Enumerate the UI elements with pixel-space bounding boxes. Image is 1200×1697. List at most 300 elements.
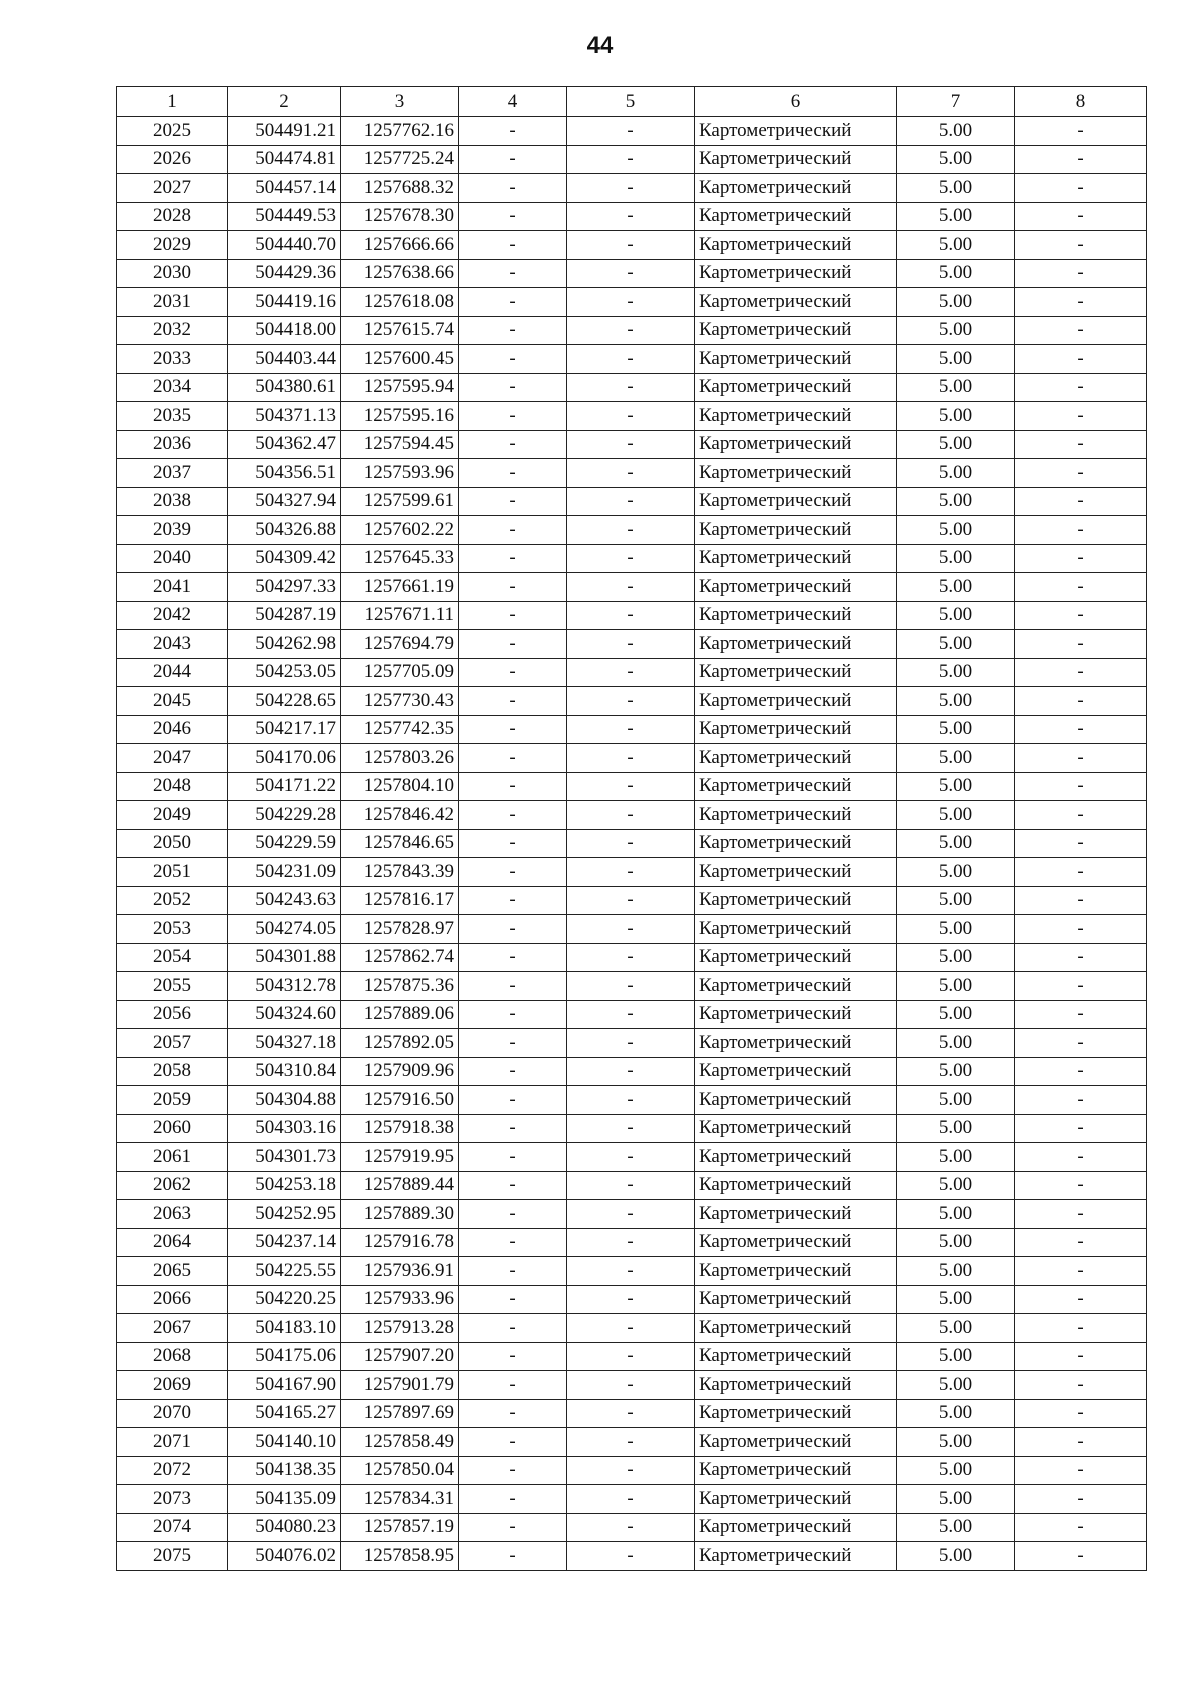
table-cell-col-4: - — [459, 1029, 567, 1058]
table-cell-col-3: 1257916.78 — [341, 1228, 459, 1257]
table-cell-col-1: 2059 — [117, 1086, 228, 1115]
table-cell-col-6: Картометрический — [695, 544, 897, 573]
table-cell-col-7: 5.00 — [897, 886, 1015, 915]
table-cell-col-1: 2066 — [117, 1285, 228, 1314]
table-cell-col-4: - — [459, 259, 567, 288]
table-cell-col-3: 1257688.32 — [341, 174, 459, 203]
table-cell-col-6: Картометрический — [695, 972, 897, 1001]
table-cell-col-4: - — [459, 1428, 567, 1457]
header-row — [117, 87, 1147, 117]
table-cell-col-2: 504419.16 — [228, 288, 341, 317]
table-cell-col-1: 2056 — [117, 1000, 228, 1029]
table-row — [117, 1485, 1147, 1514]
table-cell-col-1: 2068 — [117, 1342, 228, 1371]
table-row — [117, 943, 1147, 972]
table-cell-col-2: 504403.44 — [228, 345, 341, 374]
table-cell-col-1: 2040 — [117, 544, 228, 573]
table-cell-col-2: 504287.19 — [228, 601, 341, 630]
table-cell-col-5: - — [567, 972, 695, 1001]
table-cell-col-4: - — [459, 145, 567, 174]
table-cell-col-5: - — [567, 943, 695, 972]
table-cell-col-1: 2055 — [117, 972, 228, 1001]
table-cell-col-8: - — [1015, 972, 1147, 1001]
table-cell-col-2: 504170.06 — [228, 744, 341, 773]
table-cell-col-1: 2070 — [117, 1399, 228, 1428]
table-cell-col-1: 2050 — [117, 829, 228, 858]
table-cell-col-2: 504229.28 — [228, 801, 341, 830]
table-cell-col-7: 5.00 — [897, 202, 1015, 231]
table-cell-col-4: - — [459, 630, 567, 659]
table-cell-col-1: 2053 — [117, 915, 228, 944]
table-cell-col-4: - — [459, 972, 567, 1001]
table-row — [117, 1285, 1147, 1314]
table-cell-col-6: Картометрический — [695, 744, 897, 773]
table-cell-col-2: 504491.21 — [228, 117, 341, 146]
table-cell-col-1: 2046 — [117, 715, 228, 744]
table-cell-col-8: - — [1015, 117, 1147, 146]
table-cell-col-8: - — [1015, 886, 1147, 915]
table-cell-col-8: - — [1015, 516, 1147, 545]
table-cell-col-2: 504312.78 — [228, 972, 341, 1001]
table-cell-col-2: 504362.47 — [228, 430, 341, 459]
table-row — [117, 1029, 1147, 1058]
table-cell-col-6: Картометрический — [695, 516, 897, 545]
table-cell-col-7: 5.00 — [897, 829, 1015, 858]
table-cell-col-2: 504231.09 — [228, 858, 341, 887]
table-cell-col-2: 504217.17 — [228, 715, 341, 744]
table-cell-col-1: 2052 — [117, 886, 228, 915]
table-cell-col-3: 1257599.61 — [341, 487, 459, 516]
table-row — [117, 801, 1147, 830]
table-cell-col-8: - — [1015, 1456, 1147, 1485]
table-cell-col-7: 5.00 — [897, 1428, 1015, 1457]
table-cell-col-8: - — [1015, 259, 1147, 288]
table-cell-col-1: 2034 — [117, 373, 228, 402]
table-cell-col-2: 504229.59 — [228, 829, 341, 858]
table-cell-col-3: 1257816.17 — [341, 886, 459, 915]
table-cell-col-3: 1257858.49 — [341, 1428, 459, 1457]
table-cell-col-4: - — [459, 1057, 567, 1086]
table-cell-col-5: - — [567, 487, 695, 516]
table-cell-col-3: 1257730.43 — [341, 687, 459, 716]
table-cell-col-8: - — [1015, 943, 1147, 972]
table-cell-col-7: 5.00 — [897, 1228, 1015, 1257]
table-cell-col-6: Картометрический — [695, 288, 897, 317]
table-cell-col-5: - — [567, 174, 695, 203]
table-cell-col-8: - — [1015, 402, 1147, 431]
table-cell-col-4: - — [459, 1000, 567, 1029]
table-cell-col-5: - — [567, 858, 695, 887]
table-cell-col-4: - — [459, 1200, 567, 1229]
table-cell-col-5: - — [567, 516, 695, 545]
table-cell-col-6: Картометрический — [695, 1542, 897, 1571]
table-cell-col-3: 1257666.66 — [341, 231, 459, 260]
table-cell-col-7: 5.00 — [897, 687, 1015, 716]
table-cell-col-2: 504324.60 — [228, 1000, 341, 1029]
table-cell-col-8: - — [1015, 487, 1147, 516]
table-cell-col-6: Картометрический — [695, 715, 897, 744]
table-row — [117, 1542, 1147, 1571]
table-cell-col-2: 504138.35 — [228, 1456, 341, 1485]
table-row — [117, 1513, 1147, 1542]
table-cell-col-3: 1257919.95 — [341, 1143, 459, 1172]
table-cell-col-4: - — [459, 601, 567, 630]
table-cell-col-5: - — [567, 1542, 695, 1571]
table-cell-col-2: 504440.70 — [228, 231, 341, 260]
table-row — [117, 373, 1147, 402]
table-cell-col-4: - — [459, 1114, 567, 1143]
table-cell-col-2: 504220.25 — [228, 1285, 341, 1314]
table-cell-col-3: 1257638.66 — [341, 259, 459, 288]
table-cell-col-7: 5.00 — [897, 943, 1015, 972]
table-cell-col-7: 5.00 — [897, 1371, 1015, 1400]
table-cell-col-7: 5.00 — [897, 1456, 1015, 1485]
table-cell-col-5: - — [567, 1285, 695, 1314]
table-cell-col-7: 5.00 — [897, 801, 1015, 830]
table-row — [117, 145, 1147, 174]
table-cell-col-1: 2043 — [117, 630, 228, 659]
table-cell-col-5: - — [567, 1428, 695, 1457]
table-cell-col-5: - — [567, 373, 695, 402]
table-cell-col-5: - — [567, 1143, 695, 1172]
table-row — [117, 516, 1147, 545]
table-cell-col-1: 2042 — [117, 601, 228, 630]
table-cell-col-8: - — [1015, 1285, 1147, 1314]
table-cell-col-4: - — [459, 658, 567, 687]
table-cell-col-7: 5.00 — [897, 1399, 1015, 1428]
table-cell-col-4: - — [459, 915, 567, 944]
table-cell-col-1: 2058 — [117, 1057, 228, 1086]
table-cell-col-1: 2067 — [117, 1314, 228, 1343]
table-cell-col-7: 5.00 — [897, 573, 1015, 602]
table-cell-col-2: 504167.90 — [228, 1371, 341, 1400]
table-row — [117, 915, 1147, 944]
table-cell-col-4: - — [459, 1371, 567, 1400]
table-cell-col-5: - — [567, 345, 695, 374]
table-cell-col-2: 504183.10 — [228, 1314, 341, 1343]
table-cell-col-3: 1257593.96 — [341, 459, 459, 488]
table-cell-col-3: 1257671.11 — [341, 601, 459, 630]
table-cell-col-1: 2049 — [117, 801, 228, 830]
table-cell-col-3: 1257678.30 — [341, 202, 459, 231]
table-cell-col-3: 1257762.16 — [341, 117, 459, 146]
page-number: 44 — [586, 32, 614, 59]
table-cell-col-8: - — [1015, 1542, 1147, 1571]
table-cell-col-3: 1257828.97 — [341, 915, 459, 944]
table-cell-col-2: 504135.09 — [228, 1485, 341, 1514]
table-row — [117, 972, 1147, 1001]
column-header-7: 7 — [897, 87, 1015, 117]
table-cell-col-1: 2035 — [117, 402, 228, 431]
table-cell-col-8: - — [1015, 231, 1147, 260]
table-cell-col-2: 504252.95 — [228, 1200, 341, 1229]
table-cell-col-7: 5.00 — [897, 117, 1015, 146]
table-cell-col-3: 1257897.69 — [341, 1399, 459, 1428]
table-cell-col-7: 5.00 — [897, 259, 1015, 288]
table-cell-col-6: Картометрический — [695, 430, 897, 459]
table-cell-col-2: 504076.02 — [228, 1542, 341, 1571]
table-cell-col-8: - — [1015, 772, 1147, 801]
table-row — [117, 1143, 1147, 1172]
table-cell-col-7: 5.00 — [897, 1171, 1015, 1200]
table-cell-col-6: Картометрический — [695, 1342, 897, 1371]
table-cell-col-4: - — [459, 202, 567, 231]
table-cell-col-5: - — [567, 744, 695, 773]
table-cell-col-6: Картометрический — [695, 601, 897, 630]
table-cell-col-5: - — [567, 886, 695, 915]
table-cell-col-3: 1257846.65 — [341, 829, 459, 858]
table-cell-col-1: 2061 — [117, 1143, 228, 1172]
table-cell-col-4: - — [459, 1513, 567, 1542]
table-cell-col-4: - — [459, 402, 567, 431]
table-cell-col-1: 2031 — [117, 288, 228, 317]
table-cell-col-8: - — [1015, 1314, 1147, 1343]
table-row — [117, 744, 1147, 773]
table-cell-col-5: - — [567, 1371, 695, 1400]
table-cell-col-6: Картометрический — [695, 1057, 897, 1086]
table-cell-col-3: 1257933.96 — [341, 1285, 459, 1314]
table-cell-col-3: 1257804.10 — [341, 772, 459, 801]
table-cell-col-3: 1257705.09 — [341, 658, 459, 687]
table-cell-col-2: 504309.42 — [228, 544, 341, 573]
table-cell-col-7: 5.00 — [897, 1485, 1015, 1514]
table-cell-col-7: 5.00 — [897, 1314, 1015, 1343]
table-cell-col-6: Картометрический — [695, 858, 897, 887]
table-cell-col-6: Картометрический — [695, 1000, 897, 1029]
table-cell-col-3: 1257918.38 — [341, 1114, 459, 1143]
table-cell-col-6: Картометрический — [695, 1143, 897, 1172]
table-cell-col-6: Картометрический — [695, 1171, 897, 1200]
table-cell-col-4: - — [459, 288, 567, 317]
table-cell-col-6: Картометрический — [695, 231, 897, 260]
table-cell-col-1: 2029 — [117, 231, 228, 260]
table-row — [117, 1114, 1147, 1143]
table-cell-col-3: 1257901.79 — [341, 1371, 459, 1400]
table-cell-col-2: 504418.00 — [228, 316, 341, 345]
table-cell-col-5: - — [567, 544, 695, 573]
table-cell-col-5: - — [567, 459, 695, 488]
table-cell-col-4: - — [459, 1342, 567, 1371]
table-cell-col-6: Картометрический — [695, 1371, 897, 1400]
table-cell-col-6: Картометрический — [695, 772, 897, 801]
table-cell-col-2: 504326.88 — [228, 516, 341, 545]
table-cell-col-2: 504262.98 — [228, 630, 341, 659]
table-row — [117, 1086, 1147, 1115]
table-cell-col-2: 504356.51 — [228, 459, 341, 488]
table-cell-col-1: 2045 — [117, 687, 228, 716]
table-cell-col-1: 2047 — [117, 744, 228, 773]
table-cell-col-7: 5.00 — [897, 544, 1015, 573]
table-row — [117, 1228, 1147, 1257]
table-cell-col-8: - — [1015, 345, 1147, 374]
table-cell-col-7: 5.00 — [897, 487, 1015, 516]
table-cell-col-3: 1257834.31 — [341, 1485, 459, 1514]
table-row — [117, 1257, 1147, 1286]
table-cell-col-1: 2075 — [117, 1542, 228, 1571]
table-row — [117, 345, 1147, 374]
table-cell-col-7: 5.00 — [897, 1542, 1015, 1571]
table-cell-col-1: 2030 — [117, 259, 228, 288]
table-cell-col-3: 1257850.04 — [341, 1456, 459, 1485]
table-cell-col-7: 5.00 — [897, 1285, 1015, 1314]
table-cell-col-6: Картометрический — [695, 886, 897, 915]
table-cell-col-5: - — [567, 259, 695, 288]
table-cell-col-2: 504253.05 — [228, 658, 341, 687]
table-cell-col-1: 2038 — [117, 487, 228, 516]
table-cell-col-3: 1257843.39 — [341, 858, 459, 887]
table-cell-col-7: 5.00 — [897, 402, 1015, 431]
table-cell-col-1: 2051 — [117, 858, 228, 887]
table-cell-col-5: - — [567, 1314, 695, 1343]
table-cell-col-5: - — [567, 145, 695, 174]
table-cell-col-4: - — [459, 573, 567, 602]
table-cell-col-4: - — [459, 943, 567, 972]
table-cell-col-5: - — [567, 801, 695, 830]
table-cell-col-2: 504429.36 — [228, 259, 341, 288]
table-cell-col-2: 504243.63 — [228, 886, 341, 915]
table-cell-col-5: - — [567, 288, 695, 317]
table-cell-col-6: Картометрический — [695, 1513, 897, 1542]
table-cell-col-3: 1257892.05 — [341, 1029, 459, 1058]
table-cell-col-1: 2041 — [117, 573, 228, 602]
table-cell-col-4: - — [459, 829, 567, 858]
table-row — [117, 459, 1147, 488]
table-cell-col-8: - — [1015, 459, 1147, 488]
table-cell-col-4: - — [459, 174, 567, 203]
table-cell-col-8: - — [1015, 373, 1147, 402]
table-cell-col-1: 2073 — [117, 1485, 228, 1514]
table-cell-col-4: - — [459, 1285, 567, 1314]
table-cell-col-8: - — [1015, 915, 1147, 944]
table-cell-col-7: 5.00 — [897, 1257, 1015, 1286]
table-cell-col-2: 504297.33 — [228, 573, 341, 602]
table-cell-col-7: 5.00 — [897, 972, 1015, 1001]
column-header-2: 2 — [228, 87, 341, 117]
table-cell-col-4: - — [459, 1314, 567, 1343]
table-cell-col-8: - — [1015, 202, 1147, 231]
table-cell-col-4: - — [459, 1143, 567, 1172]
table-cell-col-7: 5.00 — [897, 715, 1015, 744]
table-cell-col-6: Картометрический — [695, 1428, 897, 1457]
table-cell-col-2: 504253.18 — [228, 1171, 341, 1200]
table-cell-col-2: 504310.84 — [228, 1057, 341, 1086]
table-cell-col-8: - — [1015, 573, 1147, 602]
table-cell-col-8: - — [1015, 1257, 1147, 1286]
table-cell-col-7: 5.00 — [897, 231, 1015, 260]
table-cell-col-3: 1257595.16 — [341, 402, 459, 431]
table-cell-col-4: - — [459, 687, 567, 716]
table-cell-col-7: 5.00 — [897, 516, 1015, 545]
table-row — [117, 829, 1147, 858]
column-header-1: 1 — [117, 87, 228, 117]
table-cell-col-6: Картометрический — [695, 174, 897, 203]
table-cell-col-2: 504237.14 — [228, 1228, 341, 1257]
table-cell-col-4: - — [459, 430, 567, 459]
table-cell-col-8: - — [1015, 601, 1147, 630]
table-cell-col-4: - — [459, 772, 567, 801]
table-cell-col-1: 2027 — [117, 174, 228, 203]
table-cell-col-7: 5.00 — [897, 601, 1015, 630]
table-cell-col-6: Картометрический — [695, 1285, 897, 1314]
table-cell-col-8: - — [1015, 658, 1147, 687]
table-cell-col-1: 2071 — [117, 1428, 228, 1457]
table-row — [117, 772, 1147, 801]
table-cell-col-6: Картометрический — [695, 145, 897, 174]
table-cell-col-5: - — [567, 1485, 695, 1514]
table-cell-col-2: 504457.14 — [228, 174, 341, 203]
table-cell-col-4: - — [459, 1257, 567, 1286]
table-row — [117, 202, 1147, 231]
table-cell-col-5: - — [567, 1399, 695, 1428]
table-cell-col-2: 504171.22 — [228, 772, 341, 801]
table-cell-col-4: - — [459, 544, 567, 573]
table-row — [117, 1456, 1147, 1485]
table-cell-col-7: 5.00 — [897, 915, 1015, 944]
table-cell-col-7: 5.00 — [897, 1114, 1015, 1143]
table-cell-col-7: 5.00 — [897, 345, 1015, 374]
table-cell-col-5: - — [567, 202, 695, 231]
table-cell-col-3: 1257889.30 — [341, 1200, 459, 1229]
table-cell-col-8: - — [1015, 1371, 1147, 1400]
table-cell-col-4: - — [459, 1228, 567, 1257]
table-row — [117, 259, 1147, 288]
table-row — [117, 1000, 1147, 1029]
table-cell-col-7: 5.00 — [897, 1000, 1015, 1029]
table-row — [117, 288, 1147, 317]
table-cell-col-7: 5.00 — [897, 1342, 1015, 1371]
table-cell-col-6: Картометрический — [695, 1399, 897, 1428]
table-cell-col-1: 2048 — [117, 772, 228, 801]
table-row — [117, 174, 1147, 203]
table-cell-col-6: Картометрический — [695, 117, 897, 146]
table-cell-col-8: - — [1015, 687, 1147, 716]
table-cell-col-7: 5.00 — [897, 316, 1015, 345]
table-cell-col-5: - — [567, 829, 695, 858]
table-cell-col-1: 2074 — [117, 1513, 228, 1542]
table-cell-col-1: 2032 — [117, 316, 228, 345]
table-row — [117, 430, 1147, 459]
table-cell-col-7: 5.00 — [897, 658, 1015, 687]
table-cell-col-4: - — [459, 858, 567, 887]
table-cell-col-6: Картометрический — [695, 1257, 897, 1286]
table-cell-col-6: Картометрический — [695, 573, 897, 602]
table-row — [117, 1428, 1147, 1457]
table-cell-col-7: 5.00 — [897, 1086, 1015, 1115]
table-cell-col-4: - — [459, 744, 567, 773]
table-cell-col-7: 5.00 — [897, 744, 1015, 773]
table-cell-col-7: 5.00 — [897, 858, 1015, 887]
table-cell-col-5: - — [567, 772, 695, 801]
table-cell-col-2: 504301.88 — [228, 943, 341, 972]
table-cell-col-4: - — [459, 373, 567, 402]
table-cell-col-3: 1257846.42 — [341, 801, 459, 830]
table-cell-col-8: - — [1015, 1342, 1147, 1371]
table-cell-col-1: 2037 — [117, 459, 228, 488]
table-cell-col-1: 2072 — [117, 1456, 228, 1485]
table-cell-col-8: - — [1015, 1485, 1147, 1514]
table-cell-col-3: 1257742.35 — [341, 715, 459, 744]
table-cell-col-5: - — [567, 316, 695, 345]
table-cell-col-8: - — [1015, 1399, 1147, 1428]
table-cell-col-4: - — [459, 1456, 567, 1485]
table-cell-col-1: 2036 — [117, 430, 228, 459]
table-cell-col-6: Картометрический — [695, 943, 897, 972]
table-cell-col-2: 504228.65 — [228, 687, 341, 716]
table-cell-col-2: 504449.53 — [228, 202, 341, 231]
table-row — [117, 544, 1147, 573]
table-cell-col-5: - — [567, 1029, 695, 1058]
table-cell-col-8: - — [1015, 1086, 1147, 1115]
